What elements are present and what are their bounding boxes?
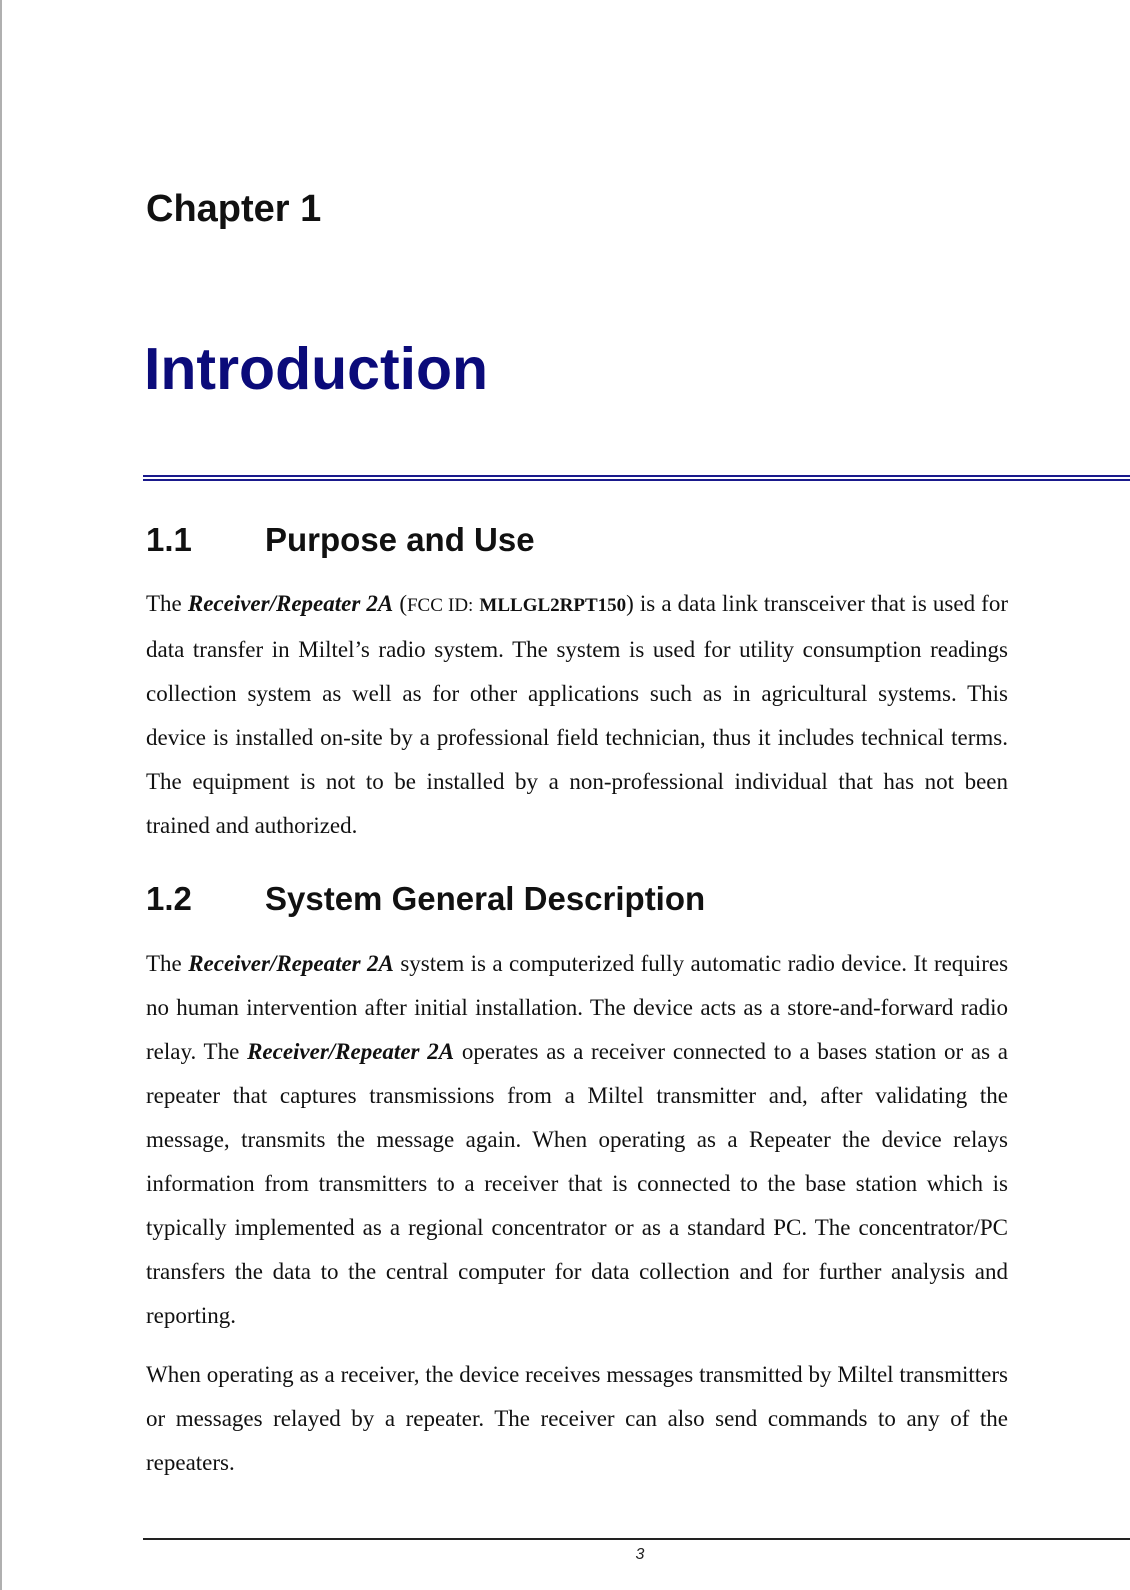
page-number: 3 — [635, 1546, 645, 1563]
section-title: Purpose and Use — [265, 521, 535, 558]
footer-rule — [143, 1538, 1130, 1540]
product-name: Receiver/Repeater 2A — [187, 591, 394, 616]
chapter-label: Chapter 1 — [146, 188, 322, 230]
section-heading-1-1 — [146, 523, 535, 556]
paren-open: ( — [399, 591, 407, 616]
paragraph-lead: The — [146, 591, 182, 616]
chapter-title: Introduction — [144, 336, 489, 402]
product-name: Receiver/Repeater 2A — [188, 951, 394, 976]
fcc-id: MLLGL2RPT150 — [479, 595, 627, 616]
section-title: System General Description — [265, 880, 706, 917]
page-left-edge — [0, 0, 2, 1590]
title-double-rule — [143, 475, 1130, 481]
paragraph-lead: The — [146, 951, 182, 976]
section-1-1-paragraph — [146, 582, 1008, 848]
section-heading-1-2 — [146, 882, 705, 915]
section-number: 1.2 — [146, 880, 192, 917]
paragraph-body: ) is a data link transceiver that is used for data transfer in Miltel’s radio system. The system is used for utility consumption readings collection system as well as for other applications such as in agricultural systems. This device is installed on-site by a professional field technician, thus it includes technical terms. The equipment is not to be installed by a non-professional individual that has not been trained and authorized. — [146, 591, 1008, 838]
section-1-2-paragraph-2: When operating as a receiver, the device receives messages transmitted by Miltel transmitters or messages relayed by a repeater. The receiver can also send commands to any of the repeaters. — [146, 1362, 1008, 1475]
section-1-2-paragraph-1 — [146, 942, 1008, 1338]
paragraph-body: operates as a receiver connected to a bases station or as a repeater that captures transmissions from a Miltel transmitter and, after validating the message, transmits the message again. When operating as a Repeater the device relays information from transmitters to a receiver that is connected to the base station which is typically implemented as a regional concentrator or as a standard PC. The concentrator/PC transfers the data to the central computer for data collection and for further analysis and reporting. — [146, 1039, 1009, 1328]
section-number: 1.1 — [146, 521, 192, 558]
product-name: Receiver/Repeater 2A — [247, 1039, 455, 1064]
fcc-label: FCC ID: — [406, 595, 474, 616]
paragraph-body: system is a computerized fully automatic radio device. It requires no human intervention after initial installation. The device acts as a store-and-forward radio relay. The — [146, 951, 1009, 1064]
